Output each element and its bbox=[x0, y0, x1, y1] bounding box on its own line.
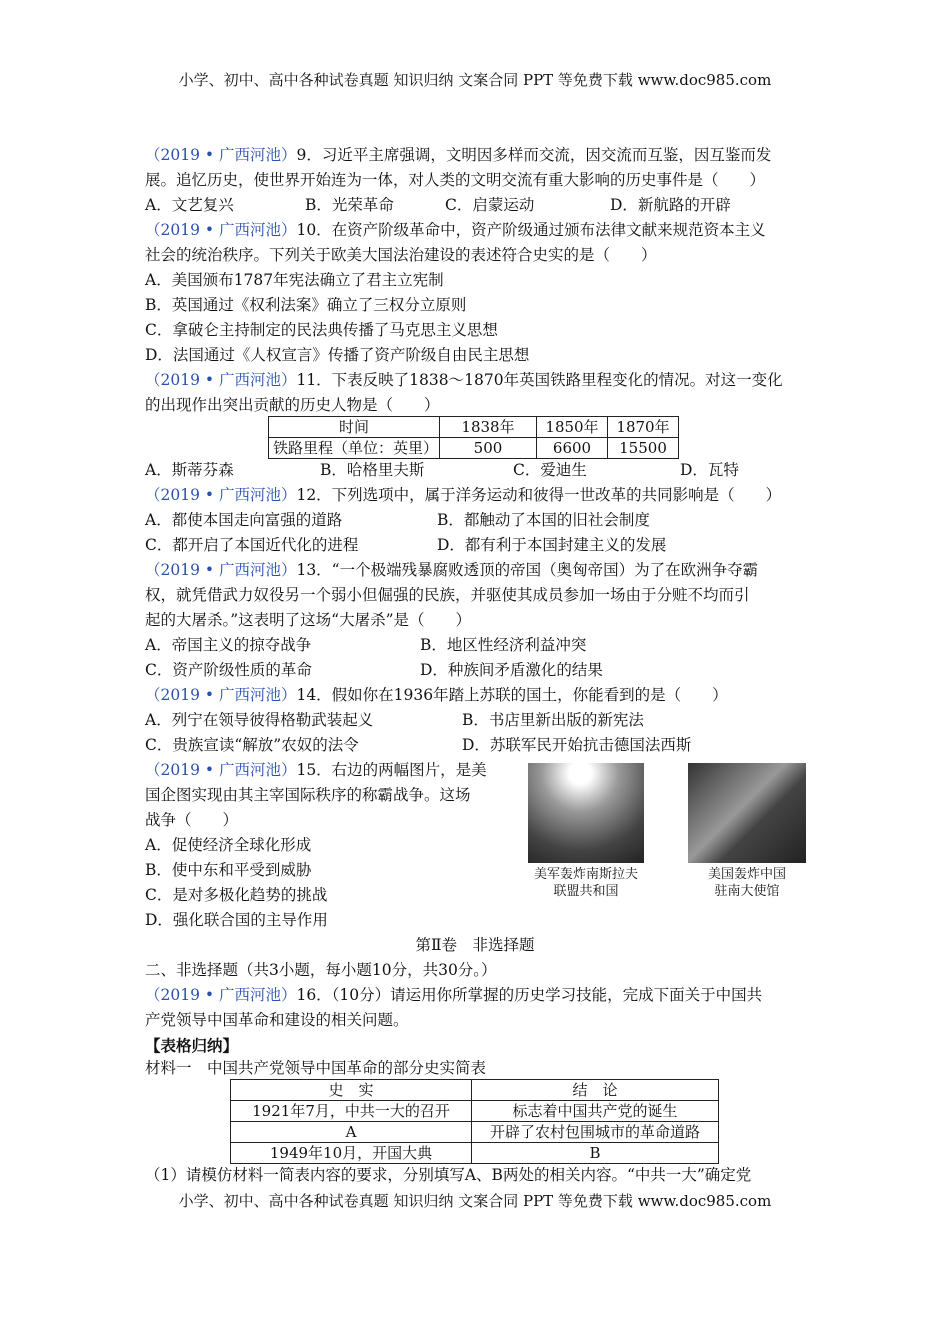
table-cell: 1921年7月，中共一大的召开 bbox=[231, 1101, 472, 1122]
table-cell: 1949年10月，开国大典 bbox=[231, 1143, 472, 1164]
table-cell: 1870年 bbox=[608, 417, 679, 438]
q12-line1 bbox=[145, 483, 781, 508]
q11-text: 11．下表反映了1838～1870年英国铁路里程变化的情况。对这一变化 bbox=[296, 371, 783, 389]
railway-table bbox=[268, 416, 679, 459]
option-a: A．帝国主义的掠夺战争 bbox=[145, 636, 312, 654]
table-cell: 结 论 bbox=[472, 1080, 719, 1101]
source-tag: （2019 • 广西河池） bbox=[145, 146, 297, 164]
option-d: D．强化联合国的主导作用 bbox=[145, 911, 328, 929]
table-cell: 开辟了农村包围城市的革命道路 bbox=[472, 1122, 719, 1143]
option-d: D．法国通过《人权宣言》传播了资产阶级自由民主思想 bbox=[145, 346, 530, 364]
option-c: C．拿破仑主持制定的民法典传播了马克思主义思想 bbox=[145, 321, 498, 339]
option-d: D．瓦特 bbox=[680, 461, 739, 479]
option-a: A．美国颁布1787年宪法确立了君主立宪制 bbox=[145, 271, 444, 289]
option-a: A．都使本国走向富强的道路 bbox=[145, 511, 343, 529]
q14-text: 14．假如你在1936年踏上苏联的国土，你能看到的是（ ） bbox=[296, 686, 728, 704]
table-cell: 15500 bbox=[608, 438, 679, 459]
table-cell: 史 实 bbox=[231, 1080, 472, 1101]
q12-options-row2 bbox=[145, 533, 805, 558]
q16-text: 16．（10分）请运用你所掌握的历史学习技能，完成下面关于中国共 bbox=[296, 986, 763, 1004]
section-heading: 【表格归纳】 bbox=[145, 1036, 239, 1055]
embassy-bombing-photo bbox=[688, 763, 806, 863]
caption-line: 联盟共和国 bbox=[553, 884, 619, 899]
option-a: A．斯蒂芬森 bbox=[145, 461, 234, 479]
option-b: B．地区性经济利益冲突 bbox=[420, 636, 587, 654]
option-b: B．都触动了本国的旧社会制度 bbox=[437, 511, 650, 529]
table-cell: A bbox=[231, 1122, 472, 1143]
q13-line2: 权，就凭借武力奴役另一个弱小但倔强的民族，并驱使其成员参加一场由于分赃不均而引 bbox=[145, 586, 750, 604]
q11-line2: 的出现作出突出贡献的历史人物是（ ） bbox=[145, 396, 440, 414]
source-tag: （2019 • 广西河池） bbox=[145, 686, 297, 704]
q10-text: 10．在资产阶级革命中，资产阶级通过颁布法律文献来规范资本主义 bbox=[296, 221, 766, 239]
q16-line2: 产党领导中国革命和建设的相关问题。 bbox=[145, 1011, 409, 1029]
q11-options bbox=[145, 458, 805, 483]
option-d: D．苏联军民开始抗击德国法西斯 bbox=[462, 736, 692, 754]
photo-caption-1 bbox=[518, 866, 654, 900]
q14-options-row2 bbox=[145, 733, 805, 758]
option-b: B．哈格里夫斯 bbox=[320, 461, 425, 479]
q10-line2: 社会的统治秩序。下列关于欧美大国法治建设的表述符合史实的是（ ） bbox=[145, 246, 657, 264]
q13-line1 bbox=[145, 558, 758, 583]
bombing-yugoslavia-photo bbox=[528, 763, 644, 863]
source-tag: （2019 • 广西河池） bbox=[145, 486, 297, 504]
source-tag: （2019 • 广西河池） bbox=[145, 561, 297, 579]
q9-options bbox=[145, 193, 805, 218]
q12-options-row1 bbox=[145, 508, 805, 533]
table-cell: 铁路里程（单位：英里） bbox=[269, 438, 440, 459]
q11-line1 bbox=[145, 368, 783, 393]
caption-line: 美国轰炸中国 bbox=[707, 867, 786, 882]
source-tag: （2019 • 广西河池） bbox=[145, 221, 297, 239]
q15-text: 15．右边的两幅图片，是美 bbox=[296, 761, 487, 779]
table-cell: 500 bbox=[440, 438, 537, 459]
table-cell: 1850年 bbox=[537, 417, 608, 438]
table-cell: 1838年 bbox=[440, 417, 537, 438]
option-a: A．列宁在领导彼得格勒武装起义 bbox=[145, 711, 374, 729]
part2-intro: 二、非选择题（共3小题，每小题10分，共30分。） bbox=[145, 961, 497, 979]
table-row bbox=[231, 1143, 719, 1164]
table-cell: 时间 bbox=[269, 417, 440, 438]
q15-line1 bbox=[145, 758, 487, 783]
option-d: D．种族间矛盾激化的结果 bbox=[420, 661, 603, 679]
option-c: C．都开启了本国近代化的进程 bbox=[145, 536, 359, 554]
option-a: A．文艺复兴 bbox=[145, 196, 234, 214]
source-tag: （2019 • 广西河池） bbox=[145, 986, 297, 1004]
table-row bbox=[231, 1101, 719, 1122]
option-c: C．资产阶级性质的革命 bbox=[145, 661, 312, 679]
table-cell: 标志着中国共产党的诞生 bbox=[472, 1101, 719, 1122]
option-c: C．启蒙运动 bbox=[445, 196, 535, 214]
q12-text: 12．下列选项中，属于洋务运动和彼得一世改革的共同影响是（ ） bbox=[296, 486, 782, 504]
q13-options-row1 bbox=[145, 633, 805, 658]
option-d: D．新航路的开辟 bbox=[610, 196, 731, 214]
option-c: C．贵族宣读“解放”农奴的法令 bbox=[145, 736, 359, 754]
table-row bbox=[231, 1122, 719, 1143]
table-row bbox=[231, 1080, 719, 1101]
material-title: 材料一 中国共产党领导中国革命的部分史实简表 bbox=[145, 1059, 487, 1077]
history-table bbox=[230, 1079, 719, 1164]
q14-line1 bbox=[145, 683, 728, 708]
q9-line1 bbox=[145, 143, 771, 168]
option-a: A．促使经济全球化形成 bbox=[145, 836, 312, 854]
q13-text: 13．“一个极端残暴腐败透顶的帝国（奥匈帝国）为了在欧洲争夺霸 bbox=[296, 561, 759, 579]
q13-options-row2 bbox=[145, 658, 805, 683]
option-b: B．光荣革命 bbox=[305, 196, 394, 214]
source-tag: （2019 • 广西河池） bbox=[145, 371, 297, 389]
option-c: C．是对多极化趋势的挑战 bbox=[145, 886, 328, 904]
q16-line1 bbox=[145, 983, 762, 1008]
option-c: C．爱迪生 bbox=[513, 461, 587, 479]
caption-line: 驻南大使馆 bbox=[714, 884, 780, 899]
table-row bbox=[269, 438, 679, 459]
option-b: B．英国通过《权利法案》确立了三权分立原则 bbox=[145, 296, 467, 314]
q14-options-row1 bbox=[145, 708, 805, 733]
option-d: D．都有利于本国封建主义的发展 bbox=[437, 536, 667, 554]
q13-line3: 起的大屠杀。”这表明了这场“大屠杀”是（ ） bbox=[145, 611, 472, 629]
q9-text: 9．习近平主席强调，文明因多样而交流，因交流而互鉴，因互鉴而发 bbox=[296, 146, 772, 164]
table-cell: 6600 bbox=[537, 438, 608, 459]
photo-caption-2 bbox=[688, 866, 806, 900]
page-header: 小学、初中、高中各种试卷真题 知识归纳 文案合同 PPT 等免费下载 www.doc985.com bbox=[178, 71, 772, 89]
page-footer: 小学、初中、高中各种试卷真题 知识归纳 文案合同 PPT 等免费下载 www.doc985.com bbox=[178, 1192, 772, 1210]
q10-line1 bbox=[145, 218, 766, 243]
table-row bbox=[269, 417, 679, 438]
option-b: B．书店里新出版的新宪法 bbox=[462, 711, 644, 729]
q15-line2: 国企图实现由其主宰国际秩序的称霸战争。这场 bbox=[145, 786, 471, 804]
table-cell: B bbox=[472, 1143, 719, 1164]
q15-line3: 战争（ ） bbox=[145, 811, 239, 829]
part2-title: 第Ⅱ卷 非选择题 bbox=[415, 936, 535, 954]
option-b: B．使中东和平受到威胁 bbox=[145, 861, 312, 879]
q16-sub1: （1）请模仿材料一简表内容的要求，分别填写A、B两处的相关内容。“中共一大”确定党 bbox=[145, 1166, 752, 1184]
q9-line2: 展。追忆历史，使世界开始连为一体，对人类的文明交流有重大影响的历史事件是（ ） bbox=[145, 171, 766, 189]
source-tag: （2019 • 广西河池） bbox=[145, 761, 297, 779]
caption-line: 美军轰炸南斯拉夫 bbox=[533, 867, 638, 882]
